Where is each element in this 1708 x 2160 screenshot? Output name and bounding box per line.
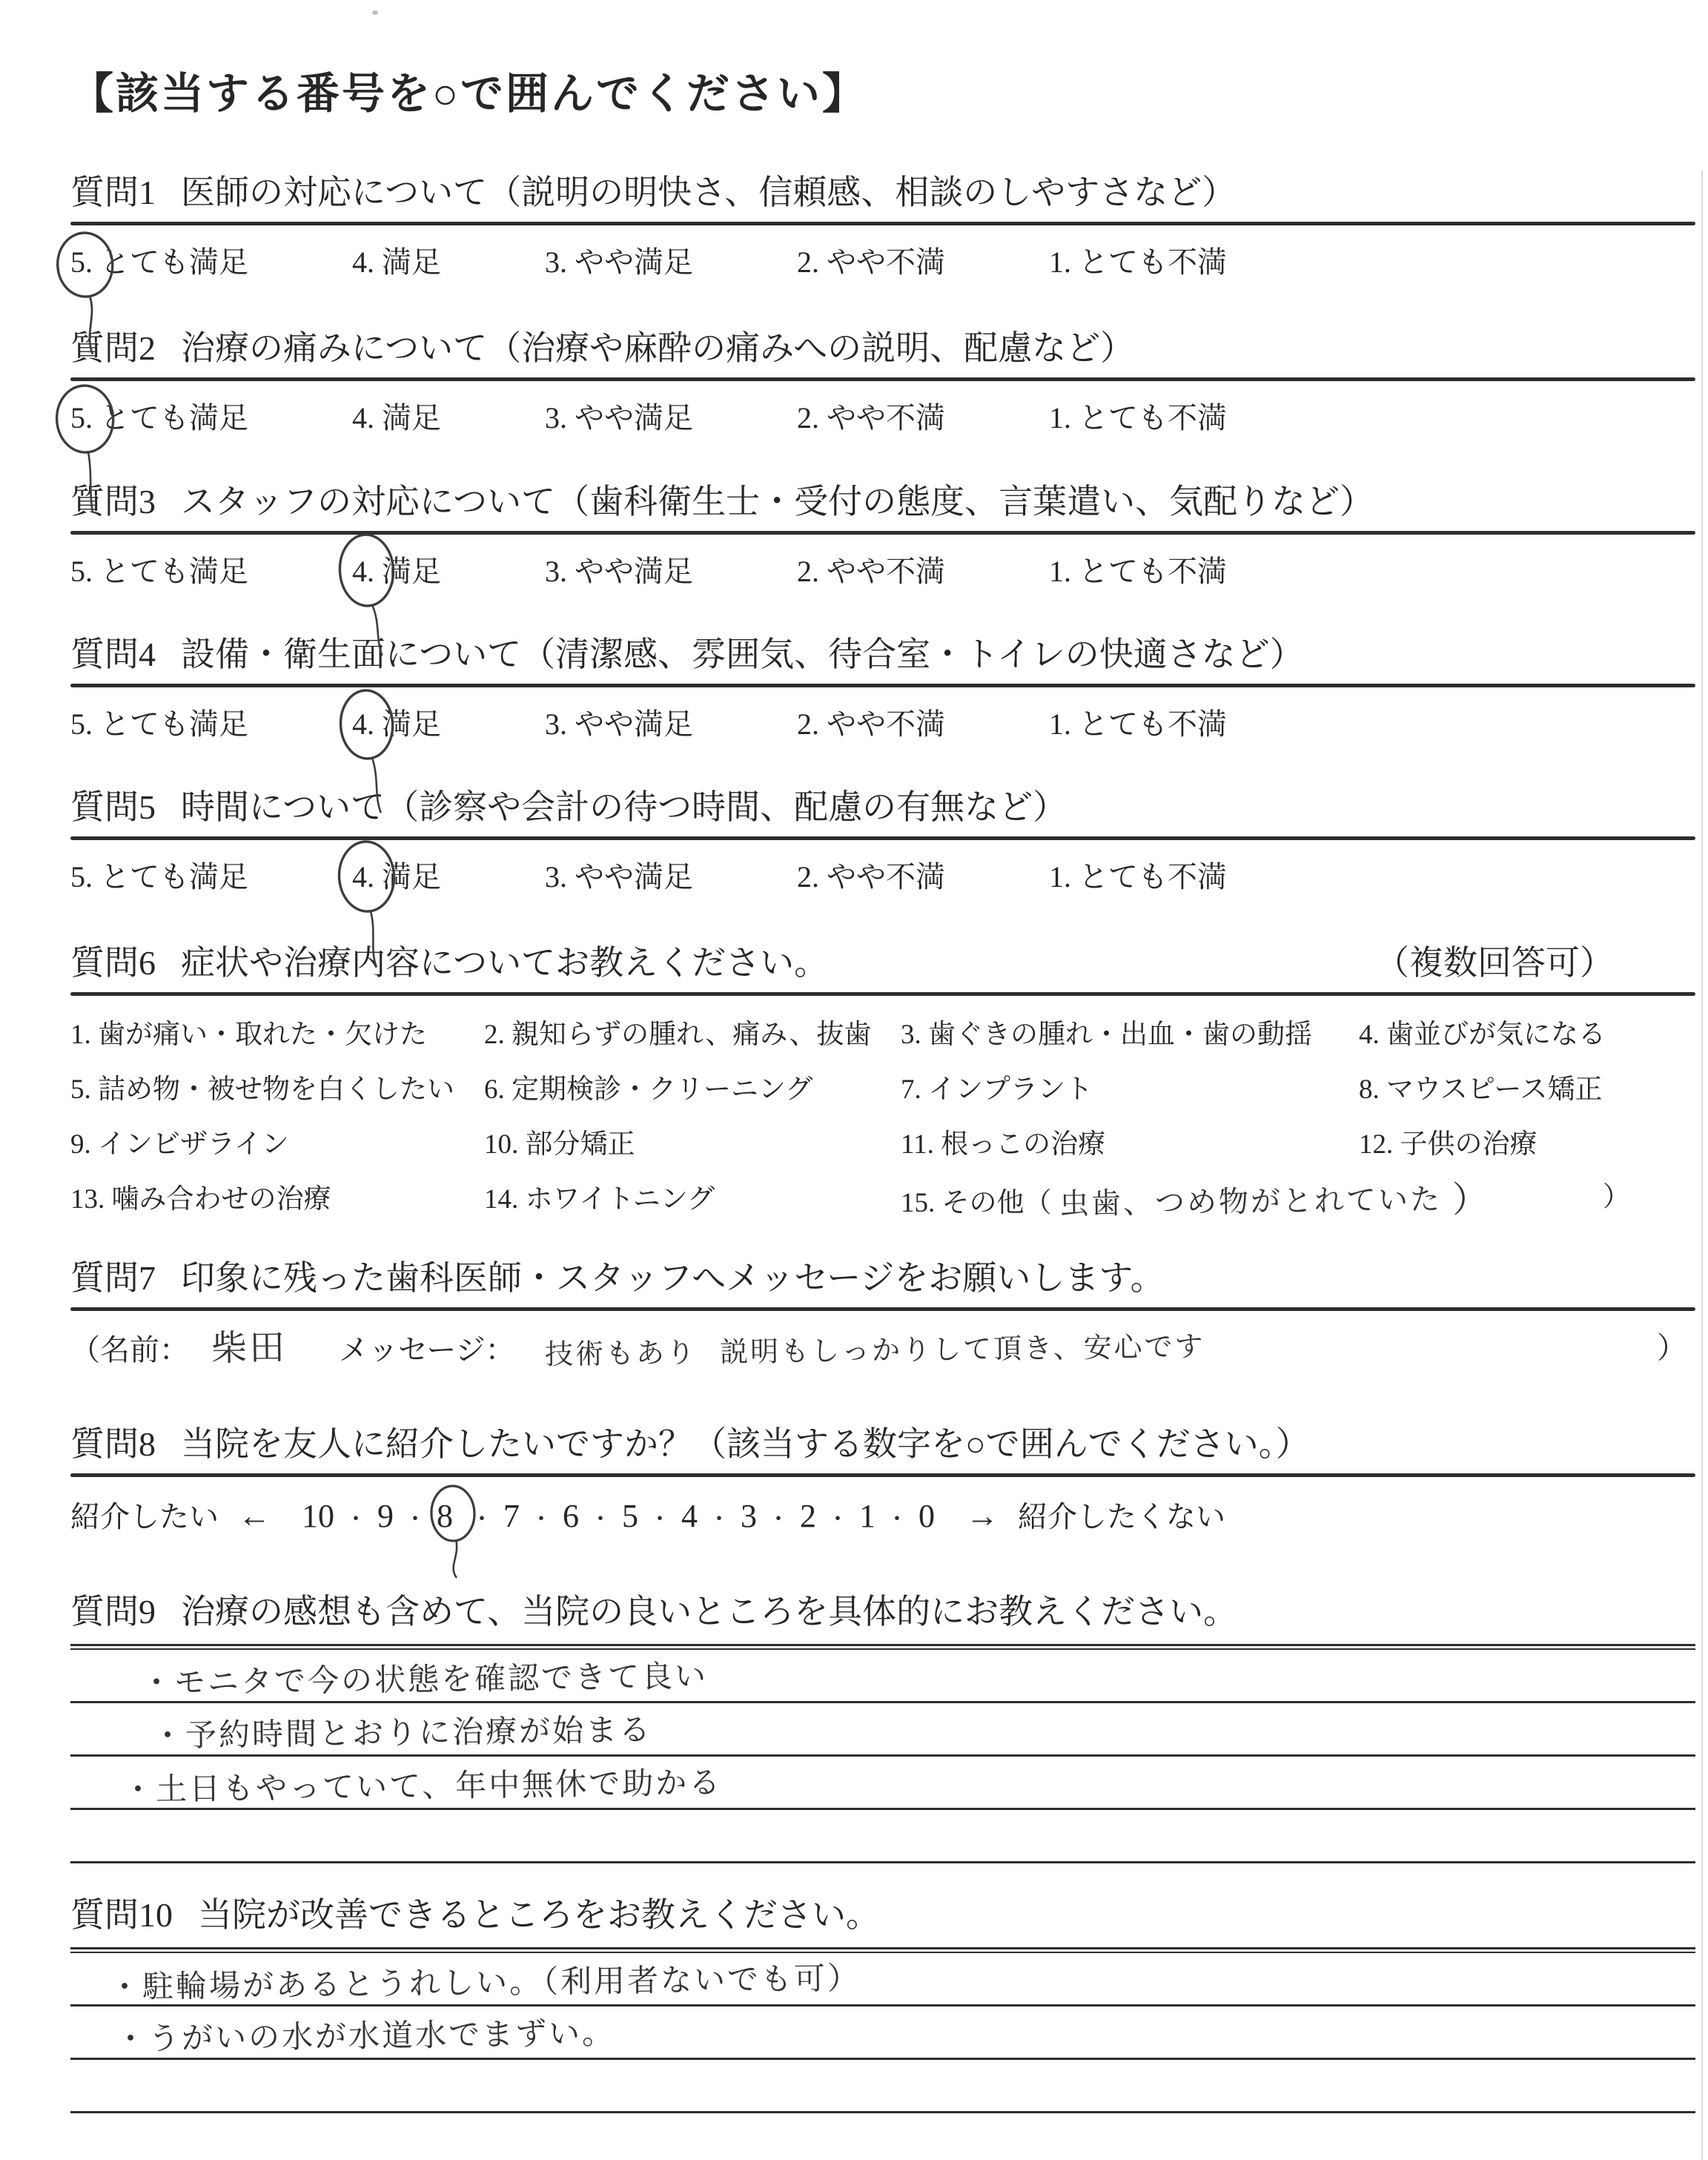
symptom-option: 2. 親知らずの腫れ、痛み、抜歯 xyxy=(484,1020,872,1050)
symptom-option: 14. ホワイトニング xyxy=(484,1184,715,1215)
option-satisfied xyxy=(352,704,441,745)
option-very-dissatisfied: 1. とても不満 xyxy=(1049,707,1227,741)
question-8 xyxy=(70,1422,1695,1543)
options-row xyxy=(70,704,1695,745)
form-content xyxy=(70,0,1695,2160)
question-title: スタッフの対応について（歯科衛生士・受付の態度、言葉遣い、気配りなど） xyxy=(181,483,1374,521)
option-somewhat-satisfied: 3. やや満足 xyxy=(545,245,693,279)
option-somewhat-satisfied: 3. やや満足 xyxy=(545,555,693,588)
question-10 xyxy=(70,1893,1695,2160)
question-number: 質問1 xyxy=(70,174,156,211)
question-1 xyxy=(70,171,1695,283)
scale-3: 3 xyxy=(741,1498,757,1534)
options-row xyxy=(70,551,1695,592)
question-title: 治療の感想も含めて、当院の良いところを具体的にお教えください。 xyxy=(181,1593,1238,1631)
question-number: 質問8 xyxy=(70,1425,156,1463)
question-title: 医師の対応について（説明の明快さ、信頼感、相談のしやすさなど） xyxy=(181,174,1237,211)
symptom-option: 7. インプラント xyxy=(901,1074,1093,1105)
option-very-satisfied xyxy=(70,397,248,439)
option-number: 4. xyxy=(352,551,374,592)
question-number: 質問3 xyxy=(70,483,156,521)
option-very-dissatisfied: 1. とても不満 xyxy=(1049,555,1227,588)
divider xyxy=(70,1307,1695,1311)
option-somewhat-dissatisfied: 2. やや不満 xyxy=(797,245,945,279)
option-number: 4. xyxy=(352,704,374,745)
option-very-satisfied: 5. とても満足 xyxy=(70,555,248,588)
question-number: 質問6 xyxy=(70,944,156,982)
symptom-option: 6. 定期検診・クリーニング xyxy=(484,1074,813,1105)
other-option-prefix: 15. その他（ xyxy=(901,1188,1052,1218)
question-number: 質問10 xyxy=(70,1896,173,1934)
options-row xyxy=(70,856,1695,898)
answer-line xyxy=(70,1757,1695,1810)
divider xyxy=(70,377,1695,381)
divider xyxy=(70,222,1695,225)
handwritten-answer: ・駐輪場があるとうれしい。（利用者ないでも可） xyxy=(108,1959,861,2006)
question-title: 設備・衛生面について（清潔感、雰囲気、待合室・トイレの快適さなど） xyxy=(181,635,1304,673)
printed-close-paren: ） xyxy=(1657,1331,1687,1364)
question-number: 質問9 xyxy=(70,1593,156,1631)
divider xyxy=(70,1644,1695,1650)
right-arrow-icon: → xyxy=(966,1498,999,1534)
option-satisfied xyxy=(352,856,441,898)
option-label: 満足 xyxy=(382,860,441,894)
scale-10: 10 xyxy=(302,1498,334,1534)
question-title: 当院が改善できるところをお教えください。 xyxy=(198,1896,880,1934)
answer-line xyxy=(70,2007,1695,2060)
option-somewhat-dissatisfied: 2. やや不満 xyxy=(797,707,945,741)
symptom-option: 12. 子供の治療 xyxy=(1359,1129,1537,1160)
divider xyxy=(70,1473,1695,1477)
option-label: とても満足 xyxy=(100,401,248,435)
option-very-dissatisfied: 1. とても不満 xyxy=(1049,245,1227,279)
scale-right-label: 紹介したくない xyxy=(1018,1500,1225,1533)
option-satisfied: 4. 満足 xyxy=(352,245,441,279)
divider xyxy=(70,684,1695,687)
symptom-option: 4. 歯並びが気になる xyxy=(1359,1020,1606,1050)
question-title: 当院を友人に紹介したいですか？（該当する数字を○で囲んでください。） xyxy=(181,1425,1310,1463)
option-label: 満足 xyxy=(382,707,441,741)
option-satisfied: 4. 満足 xyxy=(352,401,441,435)
question-4 xyxy=(70,633,1695,745)
symptom-option: 10. 部分矯正 xyxy=(484,1129,635,1160)
option-very-satisfied: 5. とても満足 xyxy=(70,860,248,894)
handwritten-answer: ・土日もやっていて、年中無休で助かる xyxy=(122,1764,723,1808)
symptom-option: 3. 歯ぐきの腫れ・出血・歯の動揺 xyxy=(901,1020,1312,1050)
handwritten-close-paren: ） xyxy=(1452,1178,1490,1221)
answer-line xyxy=(70,1650,1695,1703)
symptom-option: 9. インビザライン xyxy=(70,1129,289,1160)
question-9 xyxy=(70,1590,1695,1863)
scale-8-selected: 8 xyxy=(437,1493,453,1539)
question-number: 質問2 xyxy=(70,329,156,367)
scale-4: 4 xyxy=(681,1498,698,1534)
symptom-option: 1. 歯が痛い・取れた・欠けた xyxy=(70,1020,427,1050)
printed-close-paren: ） xyxy=(1603,1182,1630,1212)
symptom-option: 11. 根っこの治療 xyxy=(901,1129,1106,1160)
scan-edge-line xyxy=(1701,171,1703,2160)
name-field-label: （名前： xyxy=(70,1333,189,1367)
scale-0: 0 xyxy=(918,1498,935,1534)
symptom-option-other xyxy=(901,1172,1695,1231)
option-somewhat-satisfied: 3. やや満足 xyxy=(545,401,693,435)
option-number: 4. xyxy=(352,856,374,898)
option-somewhat-dissatisfied: 2. やや不満 xyxy=(797,401,945,435)
symptom-options-grid xyxy=(70,1008,1695,1231)
symptom-option: 8. マウスピース矯正 xyxy=(1359,1074,1603,1105)
scale-1: 1 xyxy=(859,1498,875,1534)
divider xyxy=(70,1947,1695,1953)
scale-separator-dot: ・ xyxy=(827,1507,849,1532)
question-6 xyxy=(70,941,1695,1231)
answer-line xyxy=(70,1810,1695,1863)
divider xyxy=(70,531,1695,535)
form-title: 【該当する番号を○で囲んでください】 xyxy=(70,70,868,118)
question-title: 時間について（診察や会計の待つ時間、配慮の有無など） xyxy=(181,788,1068,826)
scale-separator-dot: ・ xyxy=(530,1507,552,1532)
scale-7: 7 xyxy=(503,1498,520,1534)
scale-separator-dot: ・ xyxy=(589,1507,612,1532)
handwritten-message: 技術もあり 説明もしっかりして頂き、安心です xyxy=(544,1330,1205,1371)
option-very-satisfied xyxy=(70,242,248,283)
divider xyxy=(70,836,1695,840)
option-somewhat-satisfied: 3. やや満足 xyxy=(545,707,693,741)
option-somewhat-dissatisfied: 2. やや不満 xyxy=(797,555,945,588)
option-somewhat-dissatisfied: 2. やや不満 xyxy=(797,860,945,894)
question-5 xyxy=(70,785,1695,898)
symptom-option: 5. 詰め物・被せ物を白くしたい xyxy=(70,1074,454,1105)
question-title: 治療の痛みについて（治療や麻酔の痛みへの説明、配慮など） xyxy=(181,329,1135,367)
answer-line xyxy=(70,2113,1695,2160)
options-row xyxy=(70,397,1695,439)
question-2 xyxy=(70,326,1695,439)
message-answer-row xyxy=(70,1324,1695,1374)
question-7 xyxy=(70,1256,1695,1374)
handwritten-name: 柴田 xyxy=(211,1327,288,1370)
scale-9: 9 xyxy=(377,1498,394,1534)
option-very-satisfied: 5. とても満足 xyxy=(70,707,248,741)
option-satisfied xyxy=(352,551,441,592)
question-number: 質問5 xyxy=(70,788,156,826)
question-title: 症状や治療内容についてお教えください。 xyxy=(181,944,829,982)
option-label: 満足 xyxy=(382,555,441,588)
option-very-dissatisfied: 1. とても不満 xyxy=(1049,860,1227,894)
left-arrow-icon: ← xyxy=(238,1498,271,1534)
scale-separator-dot: ・ xyxy=(471,1507,493,1532)
option-somewhat-satisfied: 3. やや満足 xyxy=(545,860,693,894)
message-field-label: メッセージ： xyxy=(339,1333,515,1367)
scale-5: 5 xyxy=(622,1498,638,1534)
scale-separator-dot: ・ xyxy=(649,1507,671,1532)
scale-6: 6 xyxy=(563,1498,579,1534)
question-number: 質問7 xyxy=(70,1259,156,1297)
answer-line xyxy=(70,1953,1695,2007)
scale-2: 2 xyxy=(800,1498,816,1534)
option-number: 5. xyxy=(70,242,93,283)
scale-separator-dot: ・ xyxy=(767,1507,790,1532)
option-very-dissatisfied: 1. とても不満 xyxy=(1049,401,1227,435)
scale-left-label: 紹介したい xyxy=(70,1500,219,1533)
handwritten-answer: ・うがいの水が水道水でまずい。 xyxy=(114,2014,616,2058)
symptom-option: 13. 噛み合わせの治療 xyxy=(70,1184,331,1215)
option-label: とても満足 xyxy=(100,245,248,279)
question-3 xyxy=(70,480,1695,592)
scale-separator-dot: ・ xyxy=(708,1507,730,1532)
answer-line xyxy=(70,2060,1695,2113)
divider xyxy=(70,992,1695,996)
nps-scale-row xyxy=(70,1493,1695,1543)
handwritten-answer: ・モニタで今の状態を確認できて良い xyxy=(140,1657,709,1701)
answer-line xyxy=(70,1703,1695,1757)
multiple-answers-note: （複数回答可） xyxy=(1375,944,1614,982)
option-number: 5. xyxy=(70,397,93,439)
handwritten-other-answer: 虫歯、つめ物がとれていた xyxy=(1059,1182,1442,1222)
scale-separator-dot: ・ xyxy=(886,1507,908,1532)
question-number: 質問4 xyxy=(70,635,156,673)
handwritten-answer: ・予約時間とおりに治療が始まる xyxy=(151,1711,653,1754)
scale-separator-dot: ・ xyxy=(345,1507,367,1532)
options-row xyxy=(70,242,1695,283)
scale-separator-dot: ・ xyxy=(404,1507,426,1532)
question-title: 印象に残った歯科医師・スタッフへメッセージをお願いします。 xyxy=(181,1259,1165,1297)
